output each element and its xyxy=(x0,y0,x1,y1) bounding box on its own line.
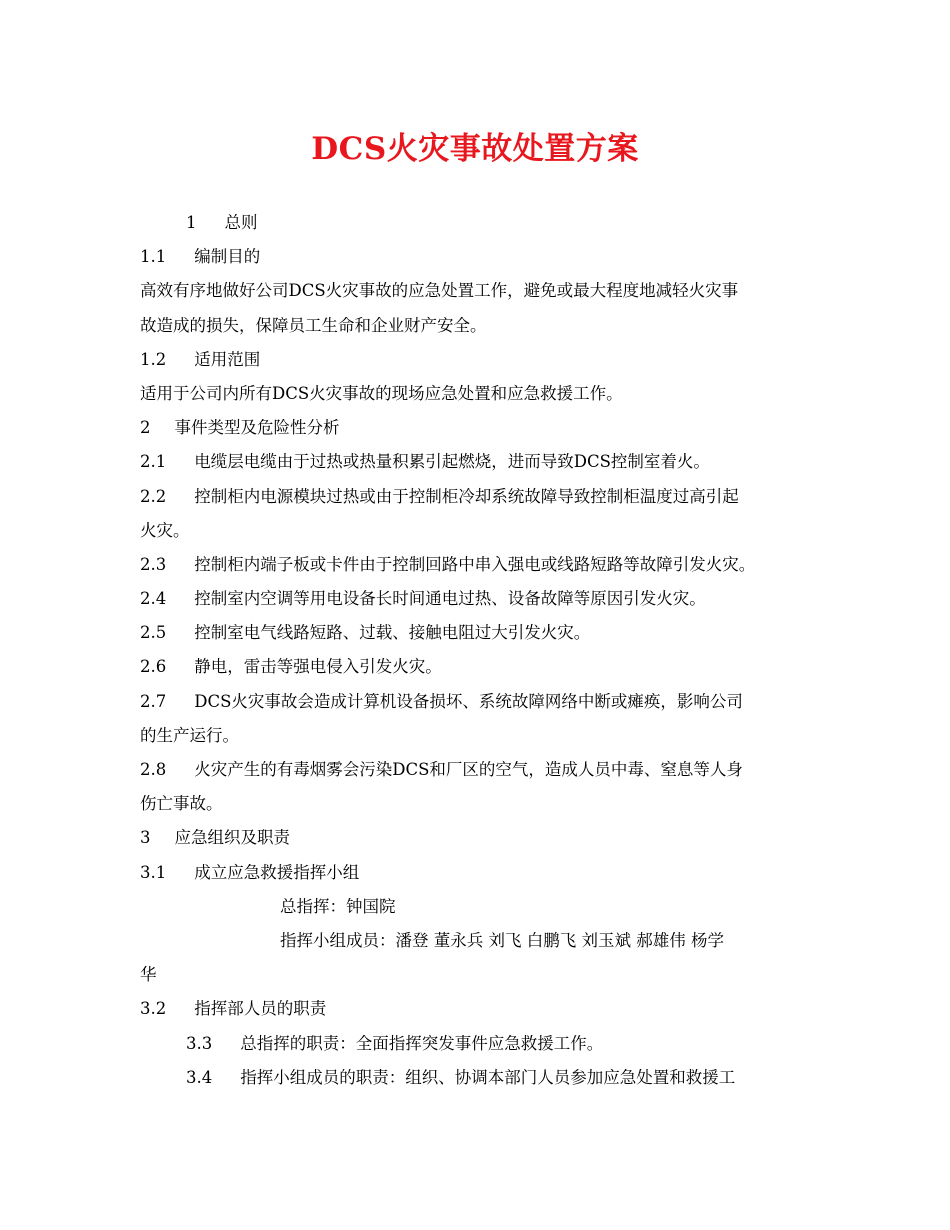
list-item xyxy=(140,582,830,616)
list-item xyxy=(140,480,830,514)
section-title: 事件类型及危险性分析 xyxy=(174,418,340,438)
list-item xyxy=(140,685,830,719)
subsection-heading xyxy=(140,240,830,274)
item-text: 总指挥的职责：全面指挥突发事件应急救援工作。 xyxy=(240,1033,604,1053)
subsection-heading xyxy=(140,343,830,377)
item-number: 2.8 xyxy=(140,760,167,779)
commander-line: 总指挥：钟国院 xyxy=(280,896,396,916)
item-text: 火灾产生的有毒烟雾会污染DCS和厂区的空气，造成人员中毒、窒息等人身 xyxy=(194,760,743,779)
section-title: 成立应急救援指挥小组 xyxy=(194,862,360,882)
item-text: 静电，雷击等强电侵入引发火灾。 xyxy=(194,657,442,677)
document-title: DCS火灾事故处置方案 xyxy=(311,131,639,167)
item-text: 控制室电气线路短路、过载、接触电阻过大引发火灾。 xyxy=(194,623,591,643)
item-text-continuation: 伤亡事故。 xyxy=(140,794,223,814)
list-item xyxy=(140,616,830,650)
item-text: 控制柜内电源模块过热或由于控制柜冷却系统故障导致控制柜温度过高引起 xyxy=(194,486,739,506)
section-title: 应急组织及职责 xyxy=(174,828,290,848)
paragraph-line: 适用于公司内所有DCS火灾事故的现场应急处置和应急救援工作。 xyxy=(140,383,623,403)
paragraph-line: 高效有序地做好公司DCS火灾事故的应急处置工作，避免或最大程度地减轻火灾事 xyxy=(140,281,739,301)
section-heading xyxy=(140,411,830,445)
section-number: 3.1 xyxy=(140,862,167,882)
subsection-heading xyxy=(140,856,830,890)
paragraph-line: 故造成的损失，保障员工生命和企业财产安全。 xyxy=(140,315,487,335)
item-number: 2.6 xyxy=(140,657,167,677)
section-number: 2 xyxy=(140,418,151,438)
item-number: 2.5 xyxy=(140,623,167,643)
item-number: 2.3 xyxy=(140,554,167,574)
item-number: 2.4 xyxy=(140,589,167,609)
list-item xyxy=(140,445,830,479)
item-text: 指挥小组成员的职责：组织、协调本部门人员参加应急处置和救援工 xyxy=(240,1067,736,1087)
section-number: 1 xyxy=(186,213,197,232)
item-text: 控制柜内端子板或卡件由于控制回路中串入强电或线路短路等故障引发火灾。 xyxy=(194,554,756,574)
item-text-continuation: 火灾。 xyxy=(140,520,190,540)
item-number: 2.1 xyxy=(140,452,167,472)
item-text-continuation: 的生产运行。 xyxy=(140,725,239,745)
members-line: 指挥小组成员：潘登 董永兵 刘飞 白鹏飞 刘玉斌 郝雄伟 杨学 xyxy=(280,930,724,950)
section-heading xyxy=(140,206,830,240)
item-number: 3.4 xyxy=(186,1067,213,1087)
section-number: 3.2 xyxy=(140,999,167,1019)
section-title: 适用范围 xyxy=(194,349,261,369)
list-item xyxy=(140,1027,830,1061)
item-number: 3.3 xyxy=(186,1033,213,1053)
section-number: 1.2 xyxy=(140,349,167,369)
list-item xyxy=(140,753,830,787)
list-item xyxy=(140,650,830,684)
item-number: 2.2 xyxy=(140,486,167,506)
section-title: 编制目的 xyxy=(194,247,261,267)
item-number: 2.7 xyxy=(140,691,167,711)
document-body xyxy=(140,206,830,1095)
section-number: 1.1 xyxy=(140,247,167,267)
section-heading xyxy=(140,821,830,855)
section-title: 指挥部人员的职责 xyxy=(194,999,327,1019)
list-item xyxy=(140,1061,830,1095)
subsection-heading xyxy=(140,992,830,1026)
item-text: 电缆层电缆由于过热或热量积累引起燃烧，进而导致DCS控制室着火。 xyxy=(194,452,710,472)
item-text: DCS火灾事故会造成计算机设备损坏、系统故障网络中断或瘫痪，影响公司 xyxy=(194,691,743,711)
section-title: 总则 xyxy=(224,213,258,232)
list-item xyxy=(140,548,830,582)
item-text: 控制室内空调等用电设备长时间通电过热、设备故障等原因引发火灾。 xyxy=(194,589,706,609)
members-line-continuation: 华 xyxy=(140,965,157,985)
section-number: 3 xyxy=(140,828,151,848)
